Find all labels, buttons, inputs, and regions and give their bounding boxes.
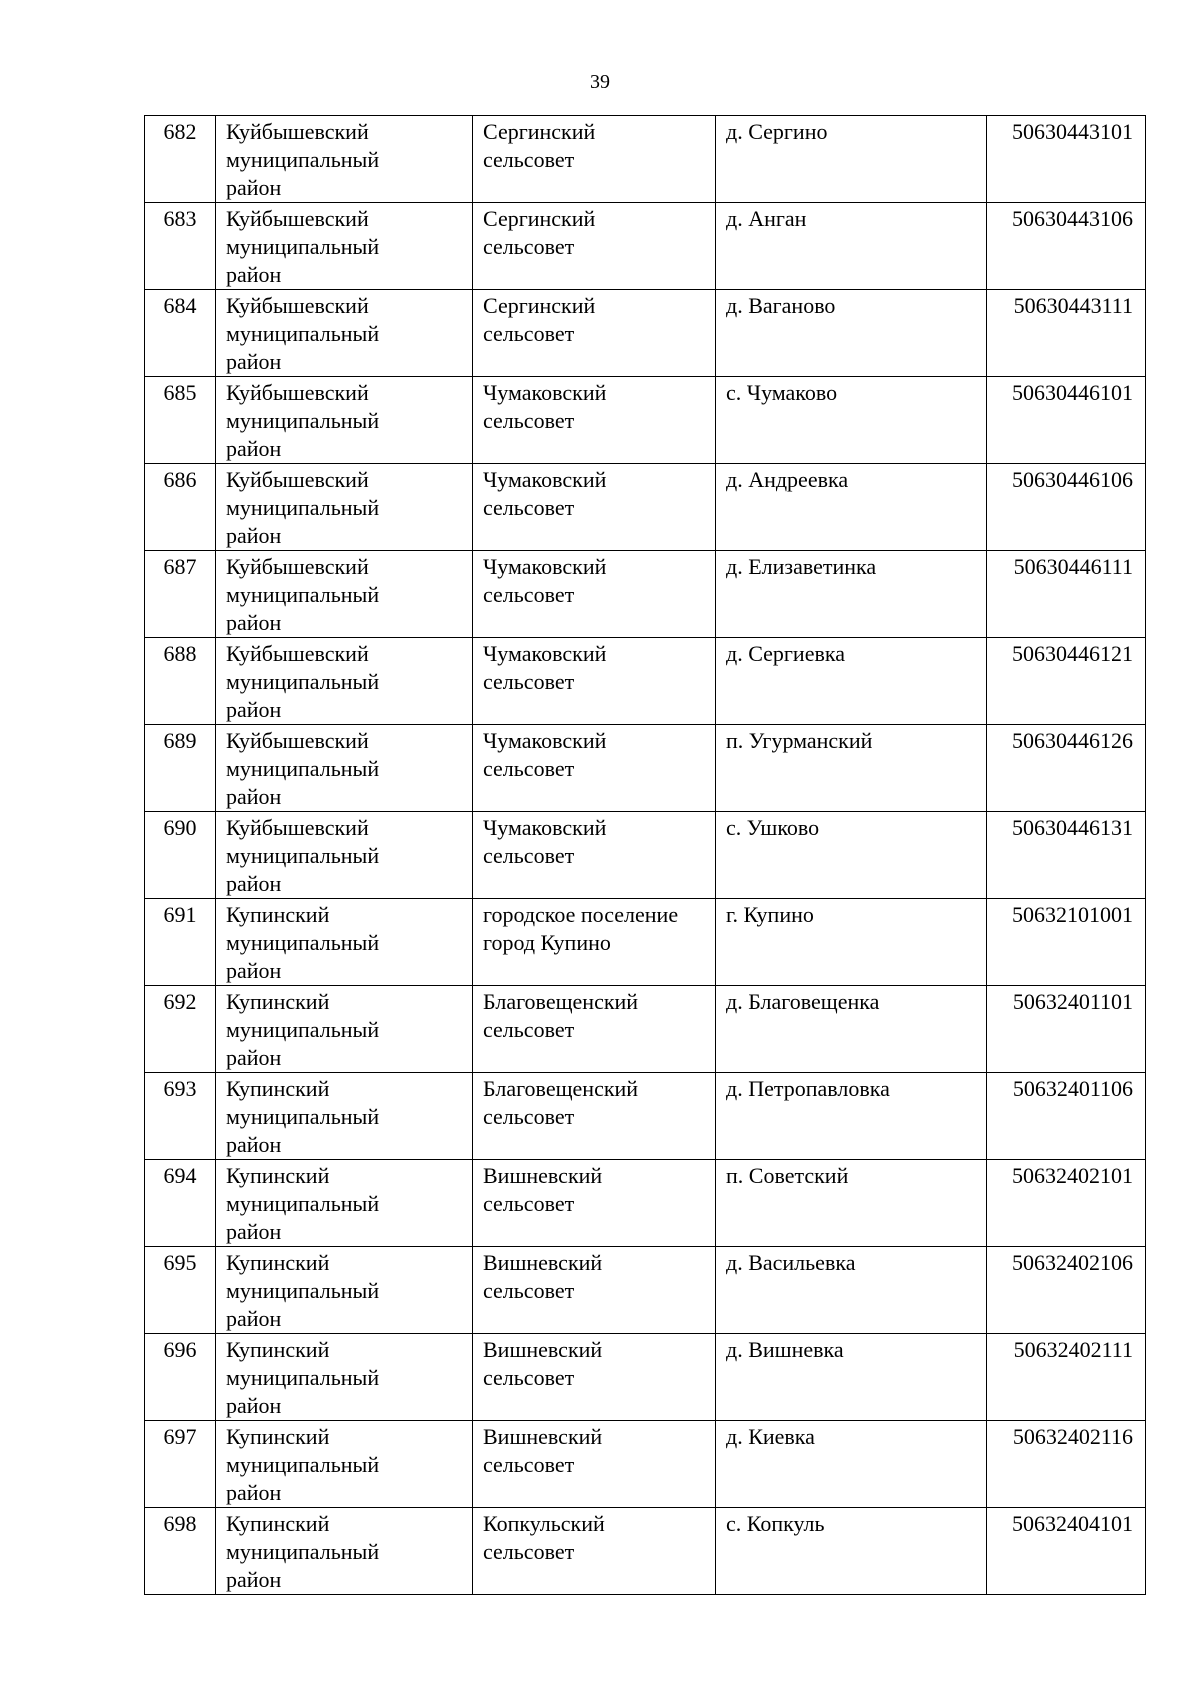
settlement-line: Вишневский [483, 1163, 603, 1188]
settlement-line: сельсовет [483, 669, 575, 694]
locality-cell: д. Петропавловка [716, 1073, 987, 1160]
settlement-cell [473, 725, 716, 812]
locality-cell: д. Ваганово [716, 290, 987, 377]
district-cell [216, 1247, 473, 1334]
table-row [145, 1160, 1146, 1247]
settlements-table [144, 115, 1146, 1595]
oktmo-code-cell: 50632404101 [987, 1508, 1146, 1595]
settlement-cell [473, 1421, 716, 1508]
locality-cell: д. Благовещенка [716, 986, 987, 1073]
settlement-line: сельсовет [483, 1191, 575, 1216]
settlement-line: сельсовет [483, 1104, 575, 1129]
locality-cell: д. Киевка [716, 1421, 987, 1508]
oktmo-code-cell: 50630446121 [987, 638, 1146, 725]
settlement-line: Сергинский [483, 119, 596, 144]
row-number-cell: 694 [145, 1160, 216, 1247]
locality-cell: с. Ушково [716, 812, 987, 899]
oktmo-code-cell: 50630446131 [987, 812, 1146, 899]
settlement-line: сельсовет [483, 408, 575, 433]
settlement-line: городское поселение [483, 902, 679, 927]
district-line: Купинский [226, 1424, 330, 1449]
district-line: район [226, 1045, 282, 1070]
district-line: Купинский [226, 1163, 330, 1188]
locality-cell: д. Андреевка [716, 464, 987, 551]
settlement-cell [473, 464, 716, 551]
oktmo-code-cell: 50632401101 [987, 986, 1146, 1073]
locality-cell: д. Сергино [716, 116, 987, 203]
settlement-line: сельсовет [483, 1278, 575, 1303]
district-line: муниципальный [226, 147, 380, 172]
settlement-cell [473, 377, 716, 464]
oktmo-code-cell: 50632401106 [987, 1073, 1146, 1160]
settlement-line: сельсовет [483, 582, 575, 607]
table-row [145, 1421, 1146, 1508]
settlement-line: Сергинский [483, 293, 596, 318]
settlement-line: Копкульский [483, 1511, 605, 1536]
table-row [145, 203, 1146, 290]
locality-cell: д. Елизаветинка [716, 551, 987, 638]
table-row [145, 377, 1146, 464]
district-cell [216, 812, 473, 899]
row-number-cell: 696 [145, 1334, 216, 1421]
row-number-cell: 682 [145, 116, 216, 203]
district-cell [216, 986, 473, 1073]
district-line: Куйбышевский [226, 728, 369, 753]
settlement-cell [473, 290, 716, 377]
settlement-cell [473, 899, 716, 986]
district-line: Куйбышевский [226, 380, 369, 405]
row-number-cell: 691 [145, 899, 216, 986]
row-number-cell: 690 [145, 812, 216, 899]
table-row [145, 1073, 1146, 1160]
district-line: район [226, 175, 282, 200]
oktmo-code-cell: 50632402106 [987, 1247, 1146, 1334]
settlement-cell [473, 203, 716, 290]
settlement-line: сельсовет [483, 1452, 575, 1477]
district-line: муниципальный [226, 1452, 380, 1477]
district-cell [216, 725, 473, 812]
row-number-cell: 686 [145, 464, 216, 551]
oktmo-code-cell: 50630443106 [987, 203, 1146, 290]
district-line: район [226, 958, 282, 983]
district-line: район [226, 1306, 282, 1331]
settlement-cell [473, 1334, 716, 1421]
settlement-cell [473, 1073, 716, 1160]
settlement-cell [473, 1247, 716, 1334]
district-cell [216, 1508, 473, 1595]
district-cell [216, 638, 473, 725]
page-number: 39 [590, 71, 610, 93]
district-cell [216, 290, 473, 377]
oktmo-code-cell: 50630443101 [987, 116, 1146, 203]
settlement-line: Чумаковский [483, 815, 607, 840]
table-row [145, 290, 1146, 377]
district-line: Купинский [226, 1076, 330, 1101]
settlement-line: сельсовет [483, 495, 575, 520]
settlement-line: Благовещенский [483, 989, 639, 1014]
locality-cell: п. Советский [716, 1160, 987, 1247]
table-row [145, 551, 1146, 638]
district-cell [216, 1073, 473, 1160]
table-row [145, 638, 1146, 725]
district-line: район [226, 784, 282, 809]
district-line: район [226, 262, 282, 287]
settlement-cell [473, 1160, 716, 1247]
table-row [145, 986, 1146, 1073]
settlement-line: сельсовет [483, 321, 575, 346]
settlement-line: Чумаковский [483, 554, 607, 579]
locality-cell: д. Сергиевка [716, 638, 987, 725]
district-line: Купинский [226, 989, 330, 1014]
table-row [145, 899, 1146, 986]
table-row [145, 725, 1146, 812]
district-line: район [226, 610, 282, 635]
settlement-line: сельсовет [483, 1365, 575, 1390]
settlement-cell [473, 551, 716, 638]
oktmo-code-cell: 50630443111 [987, 290, 1146, 377]
district-cell [216, 1334, 473, 1421]
settlement-line: сельсовет [483, 234, 575, 259]
table-row [145, 812, 1146, 899]
settlement-line: Чумаковский [483, 467, 607, 492]
settlement-line: Вишневский [483, 1424, 603, 1449]
oktmo-code-cell: 50632402101 [987, 1160, 1146, 1247]
district-cell [216, 203, 473, 290]
district-cell [216, 899, 473, 986]
table-row [145, 464, 1146, 551]
row-number-cell: 684 [145, 290, 216, 377]
row-number-cell: 685 [145, 377, 216, 464]
oktmo-code-cell: 50630446111 [987, 551, 1146, 638]
district-line: Куйбышевский [226, 554, 369, 579]
district-line: муниципальный [226, 234, 380, 259]
district-line: район [226, 1219, 282, 1244]
district-line: муниципальный [226, 495, 380, 520]
district-cell [216, 1421, 473, 1508]
district-line: муниципальный [226, 1191, 380, 1216]
settlement-line: сельсовет [483, 1017, 575, 1042]
district-cell [216, 464, 473, 551]
row-number-cell: 688 [145, 638, 216, 725]
settlement-line: Вишневский [483, 1250, 603, 1275]
oktmo-code-cell: 50630446101 [987, 377, 1146, 464]
table-row [145, 1247, 1146, 1334]
settlement-cell [473, 638, 716, 725]
district-line: муниципальный [226, 843, 380, 868]
district-line: район [226, 1567, 282, 1592]
settlement-line: Вишневский [483, 1337, 603, 1362]
settlement-line: Чумаковский [483, 380, 607, 405]
settlement-line: Чумаковский [483, 728, 607, 753]
district-line: район [226, 871, 282, 896]
district-line: муниципальный [226, 756, 380, 781]
district-line: Куйбышевский [226, 206, 369, 231]
oktmo-code-cell: 50630446106 [987, 464, 1146, 551]
table-row [145, 1334, 1146, 1421]
settlement-cell [473, 116, 716, 203]
row-number-cell: 692 [145, 986, 216, 1073]
district-line: Куйбышевский [226, 119, 369, 144]
table-row [145, 1508, 1146, 1595]
district-line: муниципальный [226, 1278, 380, 1303]
row-number-cell: 689 [145, 725, 216, 812]
settlement-line: сельсовет [483, 843, 575, 868]
district-line: муниципальный [226, 408, 380, 433]
table-body [145, 116, 1146, 1595]
district-line: Купинский [226, 1250, 330, 1275]
settlement-cell [473, 1508, 716, 1595]
settlement-cell [473, 812, 716, 899]
locality-cell: п. Угурманский [716, 725, 987, 812]
district-line: Куйбышевский [226, 815, 369, 840]
district-line: район [226, 697, 282, 722]
district-line: район [226, 349, 282, 374]
district-line: муниципальный [226, 1539, 380, 1564]
settlement-line: Благовещенский [483, 1076, 639, 1101]
row-number-cell: 695 [145, 1247, 216, 1334]
settlement-line: город Купино [483, 930, 611, 955]
district-line: район [226, 1480, 282, 1505]
district-line: Куйбышевский [226, 641, 369, 666]
district-line: Куйбышевский [226, 293, 369, 318]
district-line: муниципальный [226, 582, 380, 607]
district-line: Куйбышевский [226, 467, 369, 492]
locality-cell: с. Чумаково [716, 377, 987, 464]
oktmo-code-cell: 50630446126 [987, 725, 1146, 812]
district-line: Купинский [226, 1337, 330, 1362]
district-cell [216, 116, 473, 203]
settlement-cell [473, 986, 716, 1073]
oktmo-code-cell: 50632101001 [987, 899, 1146, 986]
district-line: муниципальный [226, 930, 380, 955]
district-line: муниципальный [226, 669, 380, 694]
settlement-line: Чумаковский [483, 641, 607, 666]
row-number-cell: 687 [145, 551, 216, 638]
row-number-cell: 683 [145, 203, 216, 290]
locality-cell: д. Вишневка [716, 1334, 987, 1421]
row-number-cell: 697 [145, 1421, 216, 1508]
locality-cell: д. Васильевка [716, 1247, 987, 1334]
table-row [145, 116, 1146, 203]
district-line: район [226, 523, 282, 548]
district-cell [216, 551, 473, 638]
district-cell [216, 377, 473, 464]
row-number-cell: 698 [145, 1508, 216, 1595]
district-line: Купинский [226, 1511, 330, 1536]
district-line: район [226, 1132, 282, 1157]
district-line: муниципальный [226, 1365, 380, 1390]
district-cell [216, 1160, 473, 1247]
settlement-line: сельсовет [483, 756, 575, 781]
settlement-line: Сергинский [483, 206, 596, 231]
oktmo-code-cell: 50632402111 [987, 1334, 1146, 1421]
district-line: муниципальный [226, 321, 380, 346]
district-line: Купинский [226, 902, 330, 927]
locality-cell: с. Копкуль [716, 1508, 987, 1595]
district-line: район [226, 436, 282, 461]
oktmo-code-cell: 50632402116 [987, 1421, 1146, 1508]
locality-cell: г. Купино [716, 899, 987, 986]
settlement-line: сельсовет [483, 1539, 575, 1564]
district-line: муниципальный [226, 1104, 380, 1129]
district-line: район [226, 1393, 282, 1418]
settlement-line: сельсовет [483, 147, 575, 172]
district-line: муниципальный [226, 1017, 380, 1042]
row-number-cell: 693 [145, 1073, 216, 1160]
locality-cell: д. Анган [716, 203, 987, 290]
